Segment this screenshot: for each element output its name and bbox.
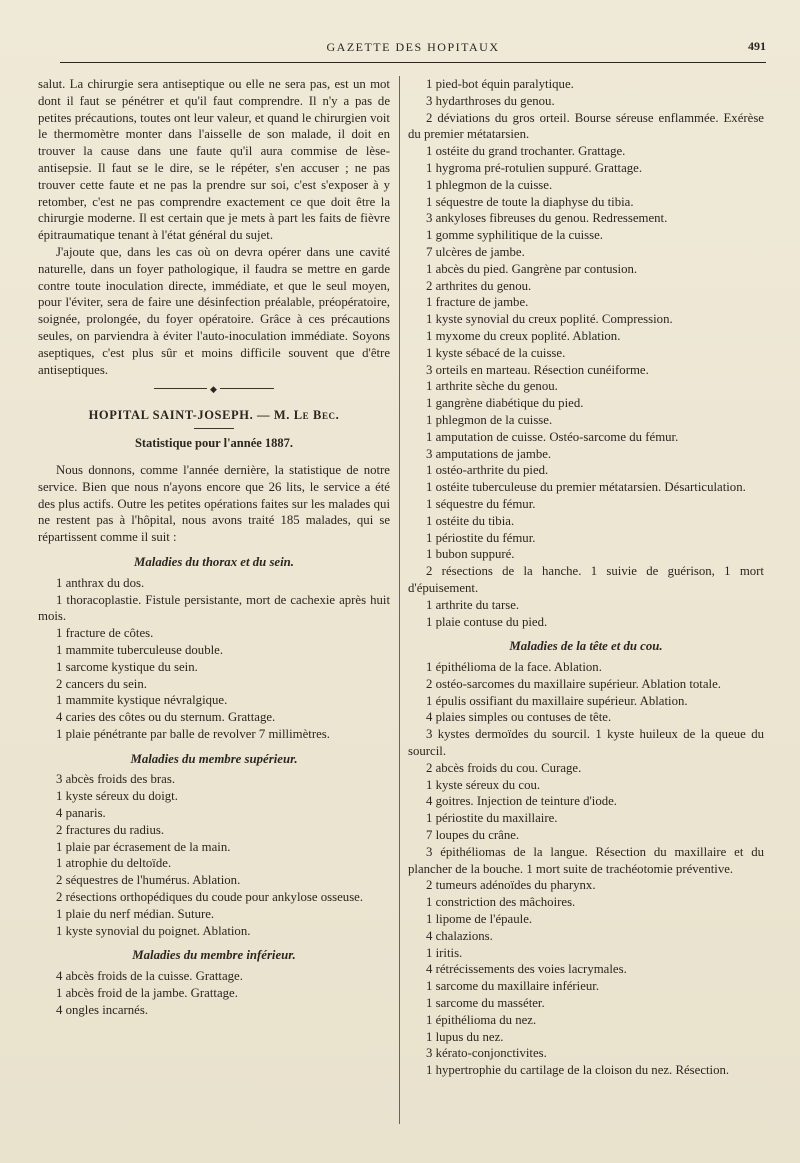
list-item: 2 arthrites du genou. [426, 278, 532, 293]
list-item: 4 panaris. [56, 806, 106, 821]
statistics-paragraph: Nous donnons, comme l'année dernière, la statistique de notre service. Bien que nous n'ayons encore que 26 lits, le service a été des plus actifs. Outre les petites opérations faites sur les malades qui ne restent pas à l'hôpital, nous avons traité 185 malades, qui se répartissent comme il suit : [38, 462, 390, 545]
list-item: 1 plaie pénétrante par balle de revolver 7 millimètres. [56, 726, 330, 741]
list-item: 1 abcès froid de la jambe. Grattage. [56, 986, 238, 1001]
list-item: 1 périostite du fémur. [426, 530, 536, 545]
short-rule [194, 428, 234, 429]
list-item: 2 séquestres de l'humérus. Ablation. [56, 873, 241, 888]
list-item: 1 gangrène diabétique du pied. [426, 396, 584, 411]
list-item: 1 séquestre du fémur. [426, 496, 536, 511]
list-item: 1 atrophie du deltoïde. [56, 856, 172, 871]
section-author: M. Le Bec. [273, 408, 340, 423]
list-item: 2 fractures du radius. [56, 822, 165, 837]
header-rule [60, 62, 766, 63]
subsection-title: Statistique pour l'année 1887. [134, 436, 294, 451]
list-item: 1 iritis. [426, 945, 463, 960]
list-item: 1 séquestre de toute la diaphyse du tibia. [426, 194, 634, 209]
list-item: 4 goitres. Injection de teinture d'iode. [426, 794, 618, 809]
list-item: 2 tumeurs adénoïdes du pharynx. [426, 878, 596, 893]
list-item: 1 ostéo-arthrite du pied. [426, 463, 549, 478]
list-item: 1 kyste synovial du creux poplité. Compression. [426, 312, 673, 327]
list-item: 1 constriction des mâchoires. [426, 895, 576, 910]
list-item: 1 abcès du pied. Gangrène par contusion. [426, 261, 638, 276]
category-heading-lower-limb: Maladies du membre inférieur. [132, 948, 296, 963]
list-item: 1 épulis ossifiant du maxillaire supérieur. Ablation. [426, 693, 688, 708]
category-list-lower-limb [38, 968, 390, 1018]
list-item: 7 ulcères de jambe. [426, 244, 525, 259]
list-item: 1 kyste synovial du poignet. Ablation. [56, 923, 251, 938]
list-item: 1 sarcome du masséter. [426, 996, 545, 1011]
list-item: 1 myxome du creux poplité. Ablation. [426, 328, 621, 343]
category-heading-thorax: Maladies du thorax et du sein. [134, 554, 294, 569]
list-item: 3 kérato-conjonctivites. [426, 1046, 547, 1061]
list-item: 1 périostite du maxillaire. [426, 811, 558, 826]
list-item: 1 anthrax du dos. [56, 575, 145, 590]
running-title: GAZETTE DES HOPITAUX [326, 40, 500, 54]
list-item: 1 plaie du nerf médian. Suture. [56, 906, 215, 921]
list-item: 4 caries des côtes ou du sternum. Grattage. [56, 710, 276, 725]
list-item: 3 hydarthroses du genou. [426, 93, 555, 108]
page-number: 491 [748, 39, 766, 53]
page-header [60, 40, 766, 60]
list-item: 1 fracture de jambe. [426, 295, 529, 310]
list-item: 1 mammite tuberculeuse double. [56, 642, 224, 657]
list-item: 4 plaies simples ou contuses de tête. [426, 710, 612, 725]
list-item: 2 résections orthopédiques du coude pour ankylose osseuse. [56, 890, 364, 905]
list-item: 1 lipome de l'épaule. [426, 912, 533, 927]
list-item: 1 kyste séreux du doigt. [56, 789, 178, 804]
list-item: 3 épithéliomas de la langue. Résection du maxillaire et du plancher de la bouche. 1 mort suite de trachéotomie préventive. [408, 844, 764, 876]
section-heading [38, 407, 390, 424]
list-item: 7 loupes du crâne. [426, 828, 520, 843]
list-item: 1 sarcome du maxillaire inférieur. [426, 979, 600, 994]
list-item: 1 arthrite du tarse. [426, 597, 520, 612]
list-item: 4 chalazions. [426, 928, 493, 943]
category-list-head-neck [408, 659, 764, 1079]
list-item: 4 ongles incarnés. [56, 1002, 149, 1017]
list-item: 2 résections de la hanche. 1 suivie de guérison, 1 mort d'épuisement. [408, 564, 764, 595]
list-item: 1 épithélioma du nez. [426, 1012, 537, 1027]
category-list-thorax [38, 575, 390, 743]
list-item: 1 sarcome kystique du sein. [56, 659, 198, 674]
list-item: 1 mammite kystique névralgique. [56, 693, 228, 708]
list-item: 1 épithélioma de la face. Ablation. [426, 660, 602, 675]
list-item: 1 gomme syphilitique de la cuisse. [426, 228, 603, 243]
list-item: 1 fracture de côtes. [56, 626, 154, 641]
intro-paragraph-2: J'ajoute que, dans les cas où on devra opérer dans une cavité naturelle, dans un foyer pathologique, il faudra se mettre en garde contre toute inoculation directe, immédiate, et que le seul moyen, pour l'éviter, sera de faire une désinfection préalable, préopératoire, soignée, prolongée, du foyer opératoire. Grâce à ces précautions seules, on parviendra à éviter l'auto-inoculation immédiate. Soyons aseptiques, c'est plus sûr et moins difficile souvent que d'être antiseptiques. [38, 244, 390, 377]
column-divider [399, 76, 400, 1124]
list-item: 1 ostéite tuberculeuse du premier métatarsien. Désarticulation. [426, 480, 746, 495]
left-column [38, 76, 390, 1019]
category-heading-head-neck: Maladies de la tête et du cou. [509, 639, 663, 654]
category-heading-upper-limb: Maladies du membre supérieur. [130, 751, 298, 766]
list-item: 1 kyste séreux du cou. [426, 777, 541, 792]
list-item: 3 kystes dermoïdes du sourcil. 1 kyste huileux de la queue du sourcil. [408, 727, 764, 759]
list-item: 3 ankyloses fibreuses du genou. Redressement. [426, 211, 668, 226]
list-item: 4 rétrécissements des voies lacrymales. [426, 962, 627, 977]
list-item: 3 orteils en marteau. Résection cunéiforme. [426, 362, 649, 377]
list-item: 1 kyste sébacé de la cuisse. [426, 345, 566, 360]
list-item: 2 déviations du gros orteil. Bourse séreuse enflammée. Exérèse du premier métatarsien. [408, 110, 764, 142]
list-item: 2 cancers du sein. [56, 676, 147, 691]
list-item: 1 pied-bot équin paralytique. [426, 77, 574, 91]
list-item: 1 bubon suppuré. [426, 547, 515, 562]
list-item: 1 plaie contuse du pied. [426, 614, 548, 629]
category-list-lower-limb-continued [408, 76, 764, 630]
list-item: 2 abcès froids du cou. Curage. [426, 760, 582, 775]
list-item: 1 ostéite du tibia. [426, 513, 515, 528]
list-item: 1 plaie par écrasement de la main. [56, 839, 231, 854]
ornamental-divider [154, 388, 274, 389]
category-list-upper-limb [38, 771, 390, 939]
list-item: 3 amputations de jambe. [426, 446, 552, 461]
list-item: 2 ostéo-sarcomes du maxillaire supérieur. Ablation totale. [426, 676, 721, 691]
section-title: HOPITAL SAINT-JOSEPH. — [88, 408, 274, 423]
list-item: 1 hygroma pré-rotulien suppuré. Grattage. [426, 160, 643, 175]
list-item: 1 ostéite du grand trochanter. Grattage. [426, 144, 626, 159]
list-item: 1 hypertrophie du cartilage de la cloison du nez. Résection. [426, 1063, 730, 1078]
list-item: 1 thoracoplastie. Fistule persistante, mort de cachexie après huit mois. [38, 592, 390, 624]
list-item: 1 arthrite sèche du genou. [426, 379, 558, 394]
right-column [408, 76, 764, 1079]
list-item: 1 phlegmon de la cuisse. [426, 412, 553, 427]
list-item: 1 amputation de cuisse. Ostéo-sarcome du fémur. [426, 429, 679, 444]
list-item: 4 abcès froids de la cuisse. Grattage. [56, 969, 243, 984]
list-item: 3 abcès froids des bras. [56, 772, 176, 787]
list-item: 1 lupus du nez. [426, 1029, 504, 1044]
intro-paragraph-1: salut. La chirurgie sera antiseptique ou elle ne sera pas, est un mot dont il faut se pénétrer et qu'il faut comprendre. Il n'y a pas de petites précautions, toutes ont leur valeur, et quand le chirurgien voit le thermomètre monter dans l'aisselle de son malade, il doit en trouver la cause dans une faute qu'il aura commise de lèse-antisepsie. Il faut se le dire, se le répéter, s'en accuser ; ne pas trouver cette faute et ne pas la prendre sur soi, c'est s'exposer à y retomber, c'est ne pas comprendre exactement ce que doit être la chirurgie moderne. Il est certain que je mets à part les faits de fièvre épitraumatique tenant à l'état général du sujet. [38, 77, 390, 243]
list-item: 1 phlegmon de la cuisse. [426, 177, 553, 192]
